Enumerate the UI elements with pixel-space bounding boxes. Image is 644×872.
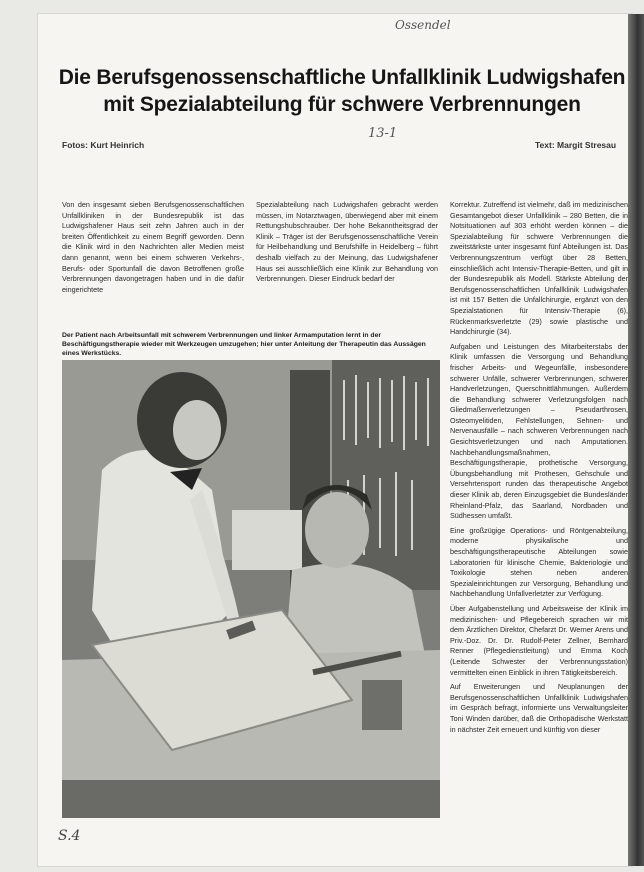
column-3-paragraph-1: Korrektur. Zutreffend ist vielmehr, daß im medizinischen Gesamtangebot dieser Unfallklinik – 280 Betten, die in Notsituationen auf 303 erhöht werden können – die Spezialabteilung für schwere Verbrennungen die zweitstärkste unter insgesamt fünf Abteilungen ist. Das Verbrennungszentrum verfügt über 28 Betten, einschließlich acht Intensiv-Therapie-Betten, und gilt in der Bundesrepublik als Modell. Stärkste Abteilung der Berufsgenossenschaftlichen Unfallklinik Ludwigshafen ist mit 157 Betten die Unfallchirurgie, ergänzt von den Spezialstationen für Intensiv-Therapie (6), Rückenmarksverletzte (29) sowie plastische und Handchirurgie (34).: [450, 200, 628, 337]
column-3-paragraph-5: Auf Erweiterungen und Neuplanungen der Berufsgenossenschaftlichen Unfallklinik Ludwigshafen im Gespräch befragt, informierte uns Verwaltungsleiter Toni Winden darüber, daß die Orthopädische Werkstatt in nächster Zeit erneuert und künftig von dieser: [450, 682, 628, 734]
handwritten-note-top: Ossendel: [395, 18, 451, 32]
body-column-1: Von den insgesamt sieben Berufsgenossenschaftlichen Unfallkliniken in der Bundesrepublik ist das Ludwigshafener Haus seit zehn Jahren auch in der breiten Öffentlichkeit zu einem Begriff geworden. Denn die Klinik wird in den Nachrichten aller Medien meist dann genannt, wenn bei einem schweren Verkehrs-, Berufs- oder Sportunfall die davon Betroffenen große Verbrennungen davongetragen haben und in die dafür eingerichtete: [62, 200, 244, 294]
body-column-3: [450, 200, 628, 820]
text-credit: Text: Margit Stresau: [535, 140, 617, 150]
photo-caption: Der Patient nach Arbeitsunfall mit schwerem Verbrennungen und linker Armamputation lernt in der Beschäftigungstherapie wieder mit Werkzeugen umzugehen; hier unter Anleitung der Therapeutin das Aussägen eines Werkstücks.: [62, 332, 426, 357]
handwritten-page-number: S.4: [58, 828, 81, 844]
column-3-paragraph-4: Über Aufgabenstellung und Arbeitsweise der Klinik im medizinischen- und Pflegebereich sprachen wir mit dem Ärztlichen Direktor, Chefarzt Dr. Werner Arens und Priv.-Doz. Dr. Dr. Rudolf-Peter Zellner, Bernhard Renner (Pflegedienstleitung) und Emma Koch (Leitende Schwester der Verbrennungsstation) vermittelten einen Einblick in ihren Tätigkeitsbereich.: [450, 603, 628, 677]
photo-credit: Fotos: Kurt Heinrich: [62, 140, 145, 150]
workshop-photo: [62, 360, 440, 818]
column-3-paragraph-3: Eine großzügige Operations- und Röntgenabteilung, moderne physikalische und beschäftigungstherapeutische Abteilungen sowie Laboratorien für klinische Chemie, Bakteriologie und Toxikologie stehen neben anderen Spezialeinrichtungen zur Versorgung, Behandlung und Nachbehandlung Unfallverletzter zur Verfügung.: [450, 525, 628, 599]
handwritten-note-mid: 13-1: [368, 126, 398, 141]
column-3-paragraph-2: Aufgaben und Leistungen des Mitarbeiterstabs der Klinik umfassen die Versorgung und Behandlung frischer Arbeits- und Wegeunfälle, insbesondere schwerer Unfälle, schwerer Verbrennungen, schwerer Handverletzungen, Querschnittlähmungen. Außerdem die Behandlung schwerer Verletzungsfolgen nach Gliedmaßenverletzungen – Pseudarthrosen, Osteomyelitiden, Fehlstellungen, Sehnen- und Nervenausfälle – nach schweren Verbrennungen nach Gesichtsverletzungen und nach Amputationen. Nachbehandlungsmaßnahmen, Beschäftigungstherapie, prothetische Versorgung, Übungsbehandlung mit Prothesen, Gehschule und Versehrtensport runden das therapeutische Angebot dieser Klinik ab, deren Einzugsgebiet die Bundesländer Rheinland-Pfalz, das Saarland, Nordbaden und Südhessen umfaßt.: [450, 341, 628, 521]
article-title-line-1: Die Berufsgenossenschaftliche Unfallklinik Ludwigshafen: [58, 66, 626, 89]
scan-edge-shadow: [628, 14, 644, 866]
article-title: [52, 64, 632, 118]
workshop-photo-illustration: [62, 360, 440, 818]
body-column-2: Spezialabteilung nach Ludwigshafen gebracht werden müssen, im Notarztwagen, überwiegend aber mit einem Rettungshubschrauber. Der hohe Bekanntheitsgrad der Klinik – Träger ist der Berufsgenossenschaftliche Verein für Heilbehandlung und Berufshilfe in Heidelberg – führt deshalb vielfach zu der Meinung, das Ludwigshafener Haus sei ausschließlich eine Klinik zur Behandlung von Verbrennungen. Dieser Eindruck bedarf der: [256, 200, 438, 284]
article-title-line-2: mit Spezialabteilung für schwere Verbrennungen: [103, 93, 581, 116]
